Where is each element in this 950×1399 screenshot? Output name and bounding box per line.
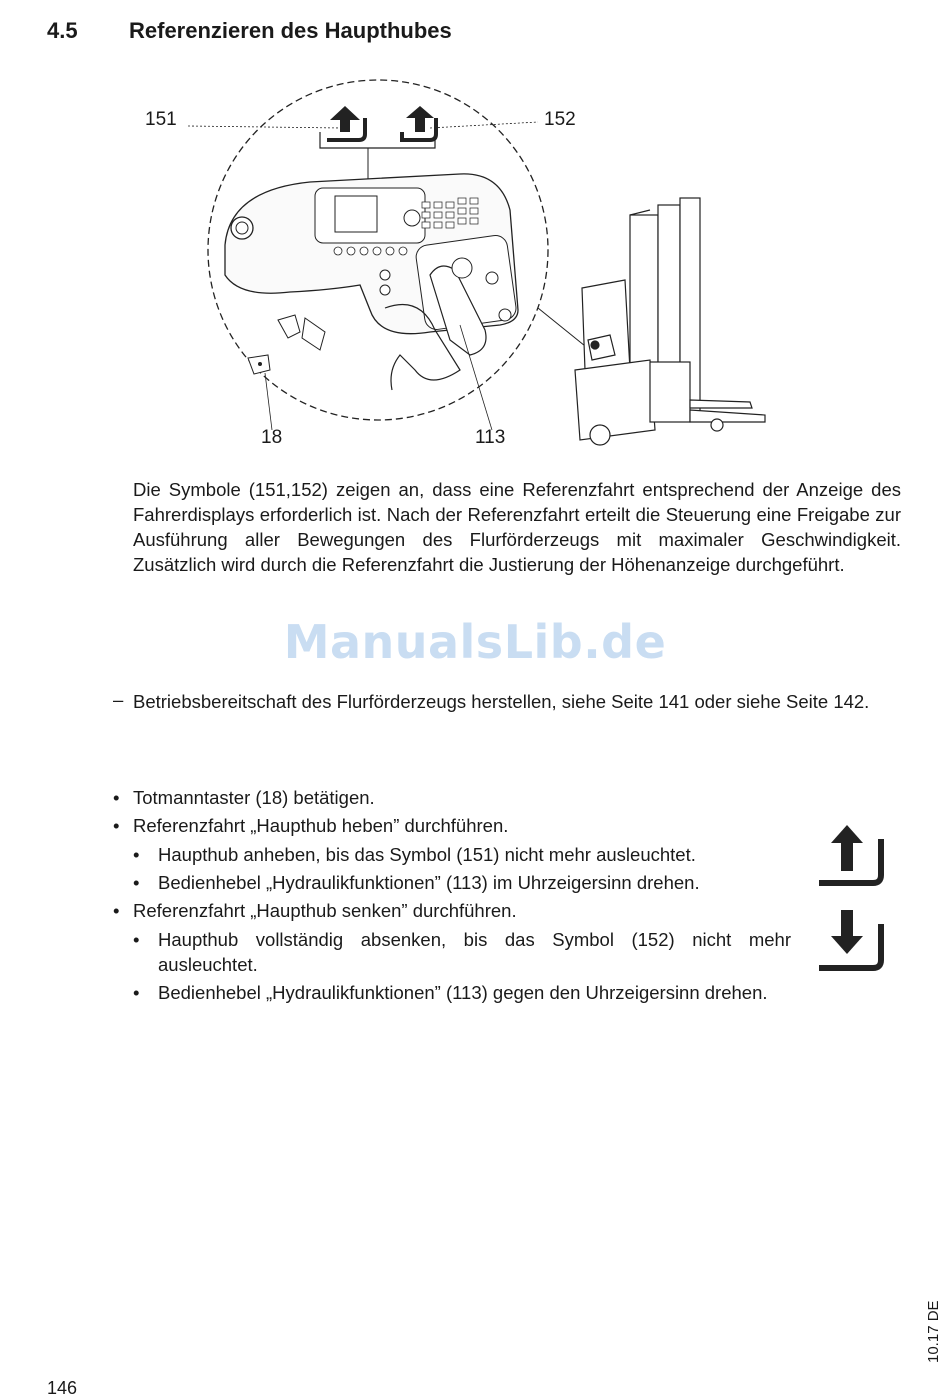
callout-152: 152 [544, 109, 576, 130]
bullet-marker: • [133, 929, 140, 950]
section-number: 4.5 [47, 18, 78, 43]
raise-mainlift-icon [815, 823, 887, 889]
bullet-marker: • [133, 872, 140, 893]
section-heading [47, 18, 452, 44]
edition-note: 10.17 DE [925, 1300, 942, 1363]
callout-113: 113 [475, 427, 506, 448]
bullet-marker: • [133, 844, 140, 865]
step-text: Haupthub anheben, bis das Symbol (151) nicht mehr ausleuchtet. [158, 844, 696, 865]
bullet-marker: • [113, 900, 120, 921]
forklift-truck [575, 198, 765, 445]
dash-item-text: Betriebsbereitschaft des Flurförderzeugs herstellen, siehe Seite 141 oder siehe Seite 142. [133, 691, 870, 712]
watermark: ManualsLib.de [283, 615, 667, 669]
callout-18: 18 [261, 427, 283, 448]
step-text: Referenzfahrt „Haupthub heben” durchführen. [133, 815, 509, 836]
bullet-marker: • [133, 982, 140, 1003]
lower-symbol-icon [402, 106, 436, 140]
raise-symbol-icon [327, 106, 365, 140]
lower-mainlift-icon [815, 908, 887, 974]
step-text: Haupthub vollständig absenken, bis das Symbol (152) nicht mehr ausleuchtet. [158, 929, 791, 975]
callout-151: 151 [145, 109, 177, 130]
step-text: Bedienhebel „Hydraulikfunktionen” (113) im Uhrzeigersinn drehen. [158, 872, 700, 893]
step-text: Referenzfahrt „Haupthub senken” durchführen. [133, 900, 517, 921]
step-text: Bedienhebel „Hydraulikfunktionen” (113) gegen den Uhrzeigersinn drehen. [158, 982, 768, 1003]
dash-marker: – [113, 689, 124, 710]
forklift-illustration [130, 70, 780, 470]
section-title: Referenzieren des Haupthubes [129, 18, 452, 43]
step-text: Totmanntaster (18) betätigen. [133, 787, 375, 808]
intro-paragraph: Die Symbole (151,152) zeigen an, dass eine Referenzfahrt entsprechend der Anzeige des Fahrerdisplays erforderlich ist. Nach der Referenzfahrt erteilt die Steuerung eine Freigabe zur Ausführung aller Bewegungen des Flurförderzeugs mit maximaler Geschwindigkeit. Zusätzlich wird durch die Referenzfahrt die Justierung der Höhenanzeige durchgeführt. [133, 479, 901, 575]
bullet-marker: • [113, 787, 120, 808]
forklift-drawing [130, 70, 780, 470]
page-number: 146 [47, 1378, 78, 1398]
bullet-marker: • [113, 815, 120, 836]
